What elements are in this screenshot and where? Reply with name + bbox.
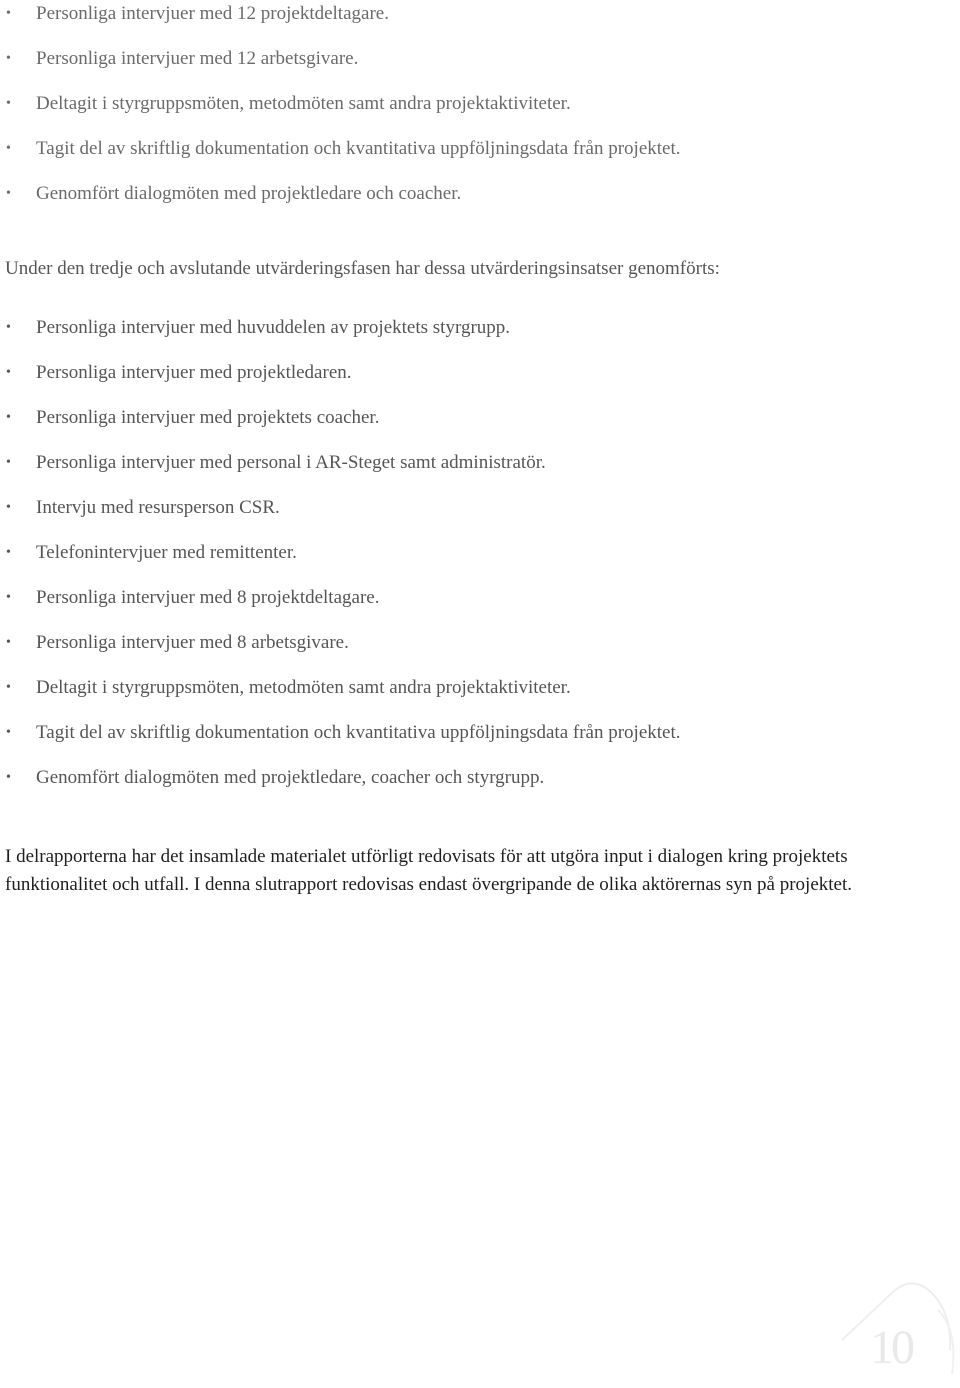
list-item [0,494,940,539]
list-item [0,90,940,135]
list-item [0,584,940,629]
list-item [0,449,940,494]
bullet-icon: • [6,96,11,111]
list-item [0,404,940,449]
list-item [0,539,940,584]
list-item-text: Tagit del av skriftlig dokumentation och kvantitativa uppföljningsdata från projektet. [36,722,681,743]
list-item-text: Telefonintervjuer med remittenter. [36,542,297,563]
bullet-list-phase-three [0,314,940,809]
bullet-icon: • [6,590,11,605]
bullet-icon: • [6,680,11,695]
bullet-icon: • [6,51,11,66]
bullet-icon: • [6,500,11,515]
list-item-text: Personliga intervjuer med huvuddelen av projektets styrgrupp. [36,317,511,338]
list-item-text: Genomfört dialogmöten med projektledare och coacher. [36,183,462,204]
list-item-text: Personliga intervjuer med 12 projektdeltagare. [36,3,389,24]
list-item-text: Tagit del av skriftlig dokumentation och kvantitativa uppföljningsdata från projektet. [36,138,681,159]
page-number: 10 [870,1321,912,1374]
list-item [0,180,940,225]
list-item-text: Personliga intervjuer med projektledaren. [36,362,352,383]
list-item-text: Personliga intervjuer med 8 arbetsgivare. [36,632,349,653]
list-item [0,135,940,180]
bullet-icon: • [6,141,11,156]
list-item [0,314,940,359]
bullet-icon: • [6,410,11,425]
list-item-text: Personliga intervjuer med projektets coacher. [36,407,380,428]
closing-paragraph: I delrapporterna har det insamlade materialet utförligt redovisats för att utgöra input i dialogen kring projektets funktionalitet och utfall. I denna slutrapport redovisas endast övergripande de olika aktörernas syn på projektet. [5,846,853,895]
bullet-icon: • [6,320,11,335]
bullet-icon: • [6,635,11,650]
bullet-icon: • [6,725,11,740]
list-item [0,359,940,404]
list-item-text: Genomfört dialogmöten med projektledare, coacher och styrgrupp. [36,767,545,788]
list-item [0,629,940,674]
list-item-text: Deltagit i styrgruppsmöten, metodmöten samt andra projektaktiviteter. [36,677,571,698]
bullet-list-phase-two [0,0,940,225]
intro-paragraph: Under den tredje och avslutande utvärderingsfasen har dessa utvärderingsinsatser genomförts: [5,258,720,279]
list-item-text: Deltagit i styrgruppsmöten, metodmöten samt andra projektaktiviteter. [36,93,571,114]
bullet-icon: • [6,6,11,21]
list-item [0,764,940,809]
list-item-text: Personliga intervjuer med 12 arbetsgivare. [36,48,359,69]
bullet-icon: • [6,186,11,201]
list-item-text: Intervju med resursperson CSR. [36,497,280,518]
bullet-icon: • [6,770,11,785]
list-item [0,719,940,764]
list-item [0,0,940,45]
bullet-icon: • [6,365,11,380]
list-item [0,45,940,90]
list-item [0,674,940,719]
list-item-text: Personliga intervjuer med 8 projektdeltagare. [36,587,380,608]
bullet-icon: • [6,545,11,560]
bullet-icon: • [6,455,11,470]
list-item-text: Personliga intervjuer med personal i AR-Steget samt administratör. [36,452,546,473]
